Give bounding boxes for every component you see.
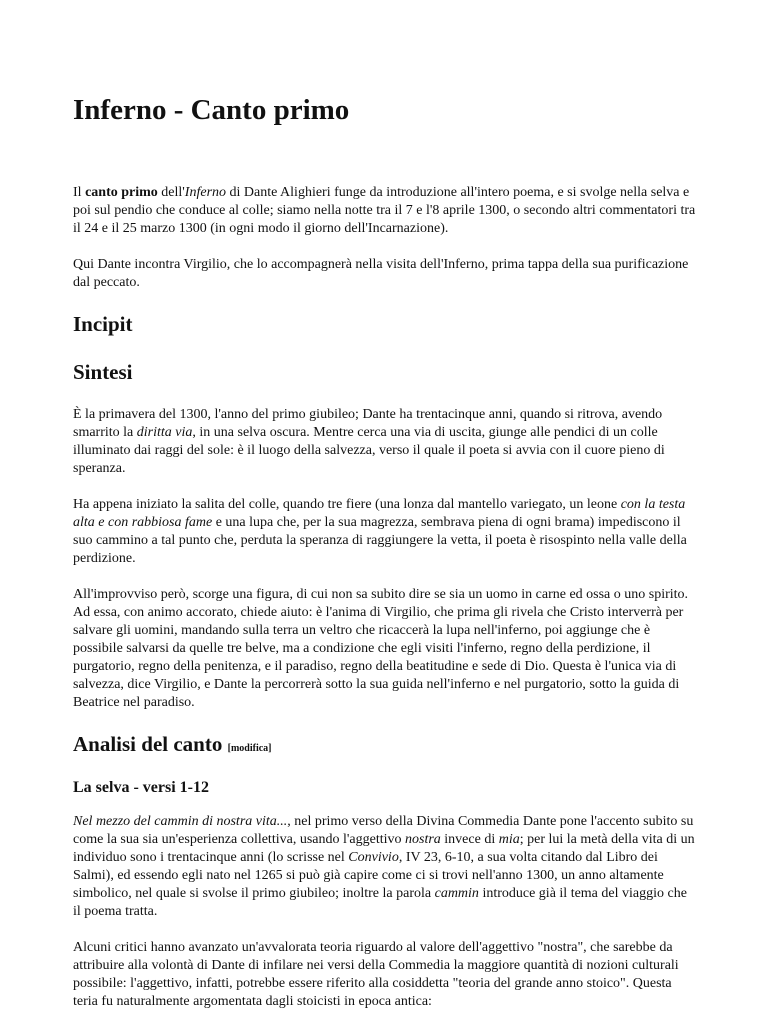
italic-text: mia	[498, 832, 520, 847]
sintesi-paragraph-2	[73, 496, 697, 568]
italic-text: con la testa alta e con rabbiosa fame	[73, 497, 686, 530]
text: di Dante Alighieri funge da introduzione all'intero poema, e si svolge nella selva e poi sul pendio che conduce al colle; siamo nella notte tra il 7 e l'8 aprile 1300, o secondo altri commentatori tra il 24 e il 25 marzo 1300 (in ogni modo il giorno dell'Incarnazione).	[73, 185, 696, 236]
intro-paragraph-2: Qui Dante incontra Virgilio, che lo accompagnerà nella visita dell'Inferno, prima tappa della sua purificazione dal peccato.	[73, 257, 689, 290]
sintesi-paragraph-1	[73, 406, 697, 478]
sintesi-paragraph-3: All'improvviso però, scorge una figura, di cui non sa subito dire se sia un uomo in carne ed ossa o uno spirito. Ad essa, con animo accorato, chiede aiuto: è l'anima di Virgilio, che prima gli rivela che Cristo interverrà per salvare gli uomini, mandando sulla terra un veltro che ricaccerà la lupa nell'inferno, poi aggiunge che è possibile salvarsi da quelle tre belve, ma a condizione che egli visiti l'inferno, regno della perdizione, il purgatorio, regno della penitenza, e il paradiso, regno della beatitudine e sede di Dio. Questa è l'unica via di salvezza, dice Virgilio, e Dante la percorrerà sotto la sua guida nell'inferno e nel purgatorio, sotto la guida di Beatrice nel paradiso.	[73, 587, 689, 710]
intro-paragraph-1	[73, 184, 697, 238]
analisi-paragraph-2: Alcuni critici hanno avanzato un'avvalorata teoria riguardo al valore dell'aggettivo "nostra", che sarebbe da attribuire alla volontà di Dante di infilare nei versi della Commedia la maggiore quantità di nozioni culturali possibile: l'aggettivo, infatti, potrebbe essere riferito alla cosiddetta "teoria del grande anno stoico". Questa teria fu naturalmente argomentata dagli stoicisti in epoca antica:	[73, 940, 679, 1009]
analisi-heading	[73, 730, 697, 763]
text: È la primavera del 1300, l'anno del primo giubileo; Dante ha trentacinque anni, quando si ritrova, avendo smarrito la	[73, 407, 663, 440]
text: ; per lui la metà della vita di un individuo sono i trentacinque anni (lo scrisse nel	[73, 832, 695, 865]
text: , in una selva oscura. Mentre cerca una via di uscita, giunge alle pendici di un colle illuminato dai raggi del sole: è il luogo della salvezza, verso il quale il poeta si avvia con il cuore pieno di speranza.	[73, 425, 665, 476]
text: , IV 23, 6-10, a sua volta citando dal Libro dei Salmi), ed essendo egli nato nel 1265 si può già capire come ci si trovi nell'anno 1300, un anno altamente simbolico, nel quale si svolse il primo giubileo; inoltre la parola	[73, 850, 664, 901]
italic-text: cammin	[434, 886, 479, 901]
analisi-heading-text: Analisi del canto	[73, 732, 223, 756]
incipit-heading: Incipit	[73, 312, 133, 336]
italic-text: Inferno	[184, 185, 227, 200]
text: , nel primo verso della Divina Commedia Dante pone l'accento subito su come la sua sia un'esperienza collettiva, usando l'aggettivo	[73, 814, 694, 847]
text: dell'	[157, 185, 185, 200]
text: invece di	[440, 832, 499, 847]
text: Ha appena iniziato la salita del colle, quando tre fiere (una lonza dal mantello variegato, un leone	[73, 497, 621, 512]
sintesi-heading: Sintesi	[73, 360, 133, 384]
italic-text: nostra	[405, 832, 441, 847]
text: Il	[73, 185, 86, 200]
document-content	[73, 92, 697, 1011]
italic-text: Nel mezzo del cammin di nostra vita...	[73, 814, 288, 829]
text: e una lupa che, per la sua magrezza, sembrava piena di ogni brama) impediscono il suo cammino a tal punto che, perduta la speranza di raggiungere la vetta, il poeta è risospinto nella valle della perdizione.	[73, 515, 687, 566]
italic-text: Convivio	[348, 850, 399, 865]
page-title: Inferno - Canto primo	[73, 94, 350, 126]
text: introduce già il tema del viaggio che il poema tratta.	[73, 886, 687, 919]
bold-text: canto primo	[85, 185, 158, 200]
selva-subheading: La selva - versi 1-12	[73, 779, 209, 796]
italic-text: diritta via	[136, 425, 193, 440]
edit-link[interactable]: [modifica]	[227, 743, 272, 754]
analisi-paragraph-1	[73, 813, 697, 921]
